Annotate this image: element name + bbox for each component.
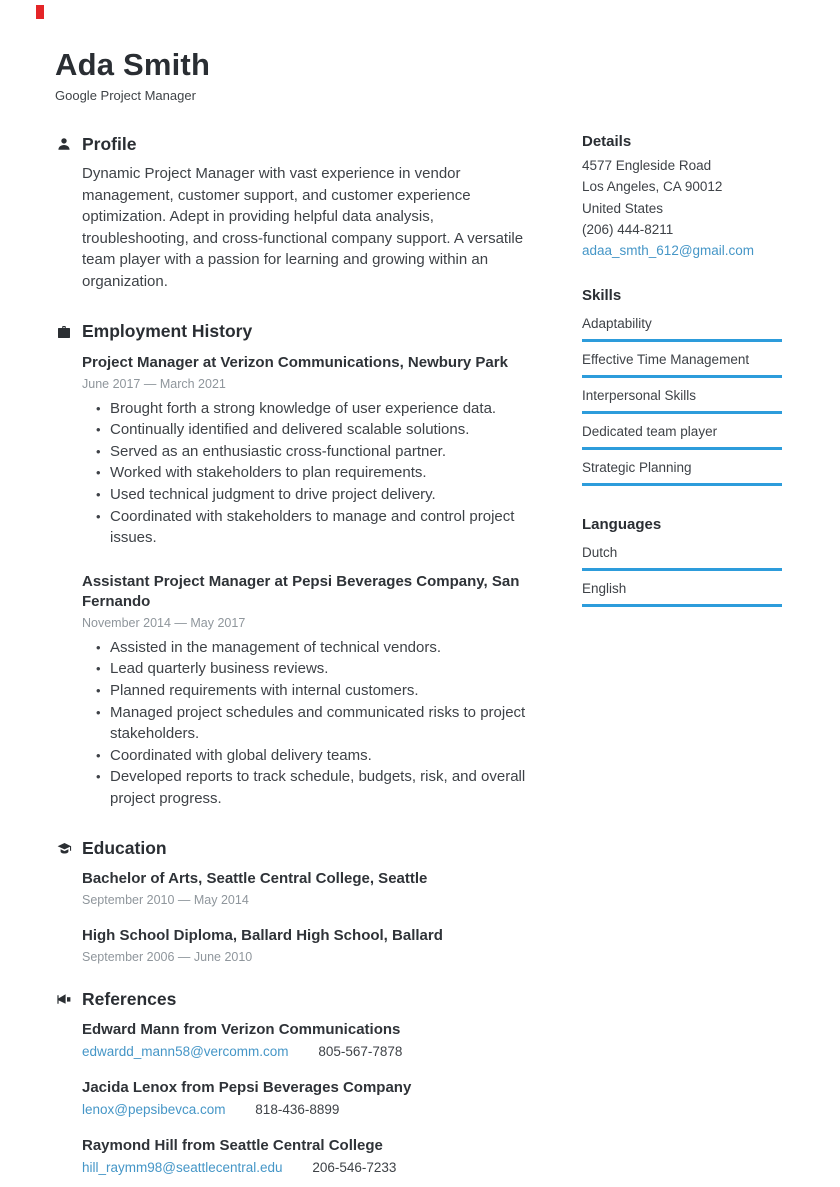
education-entry: [82, 869, 528, 907]
reference-email-link[interactable]: hill_raymm98@seattlecentral.edu: [82, 1160, 283, 1176]
reference-entry: [82, 1020, 528, 1059]
job-bullet: • Worked with stakeholders to plan requirements.: [82, 462, 528, 484]
briefcase-icon: [55, 325, 82, 339]
city-line: Los Angeles, CA 90012: [582, 179, 723, 195]
education-section: [55, 836, 528, 964]
details-block: [582, 132, 782, 261]
sidebar-column: [582, 132, 782, 1175]
graduation-cap-icon: [55, 842, 82, 855]
skill-level-bar: [582, 375, 782, 378]
language-label: Dutch: [582, 545, 618, 561]
job-dates: June 2017 — March 2021: [82, 376, 226, 391]
job-bullet: • Lead quarterly business reviews.: [82, 658, 528, 680]
skill-item: [582, 423, 782, 450]
references-section: [55, 987, 528, 1175]
candidate-name: Ada Smith: [55, 47, 211, 82]
skill-item: [582, 315, 782, 342]
references-heading: References: [82, 988, 177, 1009]
job-bullet: • Planned requirements with internal customers.: [82, 680, 528, 702]
job-entry: [82, 353, 528, 549]
skill-level-bar: [582, 447, 782, 450]
skill-item: [582, 351, 782, 378]
language-item: [582, 544, 782, 571]
job-bullet: • Coordinated with stakeholders to manage and control project issues.: [82, 506, 528, 549]
job-bullet-list: [82, 637, 528, 810]
job-title: Assistant Project Manager at Pepsi Beverages Company, San Fernando: [82, 572, 520, 610]
skill-level-bar: [582, 339, 782, 342]
megaphone-icon: [55, 993, 82, 1006]
education-dates: September 2010 — May 2014: [82, 893, 249, 908]
education-title: High School Diploma, Ballard High School, Ballard: [82, 927, 443, 945]
job-bullet: • Brought forth a strong knowledge of user experience data.: [82, 398, 528, 420]
person-icon: [55, 137, 82, 151]
reference-name: Raymond Hill from Seattle Central College: [82, 1137, 383, 1155]
details-heading: Details: [582, 133, 632, 150]
profile-text: Dynamic Project Manager with vast experience in vendor management, customer support, and customer experience optimization. Adept in providing helpful data analysis, troubleshooting, and cross-functional company support. A versatile team player with a passion for learning and growing within an organization.: [82, 165, 524, 290]
employment-heading: Employment History: [82, 321, 253, 342]
job-dates: November 2014 — May 2017: [82, 615, 246, 630]
languages-heading: Languages: [582, 516, 662, 534]
job-entry: [82, 572, 528, 810]
employment-section: [55, 320, 528, 810]
reference-entry: [82, 1078, 528, 1117]
skill-item: [582, 459, 782, 486]
language-label: English: [582, 581, 627, 597]
skill-label: Adaptability: [582, 316, 652, 332]
reference-entry: [82, 1136, 528, 1175]
language-level-bar: [582, 604, 782, 607]
reference-phone: 818-436-8899: [255, 1102, 340, 1118]
email-link[interactable]: adaa_smth_612@gmail.com: [582, 243, 755, 259]
job-bullet: • Continually identified and delivered scalable solutions.: [82, 419, 528, 441]
job-bullet: • Coordinated with global delivery teams.: [82, 745, 528, 767]
languages-block: [582, 515, 782, 607]
resume-header: [55, 46, 785, 103]
skills-block: [582, 286, 782, 486]
skill-label: Effective Time Management: [582, 352, 750, 368]
education-heading: Education: [82, 837, 167, 858]
profile-section: [55, 132, 528, 293]
job-title: Project Manager at Verizon Communications, Newbury Park: [82, 353, 508, 371]
address-line: 4577 Engleside Road: [582, 158, 712, 173]
main-column: [55, 132, 528, 1175]
reference-phone: 206-546-7233: [312, 1160, 397, 1176]
skill-level-bar: [582, 483, 782, 486]
candidate-job-title: Google Project Manager: [55, 88, 196, 103]
skill-item: [582, 387, 782, 414]
education-entry: [82, 926, 528, 964]
education-title: Bachelor of Arts, Seattle Central College, Seattle: [82, 870, 428, 888]
job-bullet: • Used technical judgment to drive project delivery.: [82, 484, 528, 506]
skill-label: Strategic Planning: [582, 460, 692, 476]
reference-email-link[interactable]: edwardd_mann58@vercomm.com: [82, 1044, 289, 1060]
language-level-bar: [582, 568, 782, 571]
skill-level-bar: [582, 411, 782, 414]
education-dates: September 2006 — June 2010: [82, 950, 253, 965]
language-item: [582, 580, 782, 607]
reference-email-link[interactable]: lenox@pepsibevca.com: [82, 1102, 226, 1118]
job-bullet: • Developed reports to track schedule, budgets, risk, and overall project progress.: [82, 766, 528, 809]
resume-page: [55, 46, 785, 1175]
phone-line: (206) 444-8211: [582, 221, 674, 237]
job-bullet: • Served as an enthusiastic cross-functional partner.: [82, 441, 528, 463]
reference-name: Edward Mann from Verizon Communications: [82, 1021, 401, 1039]
profile-heading: Profile: [82, 133, 137, 154]
reference-name: Jacida Lenox from Pepsi Beverages Company: [82, 1079, 412, 1097]
skill-label: Dedicated team player: [582, 424, 718, 440]
country-line: United States: [582, 200, 664, 216]
job-bullet: • Assisted in the management of technical vendors.: [82, 637, 528, 659]
skill-label: Interpersonal Skills: [582, 388, 697, 404]
job-bullet-list: [82, 398, 528, 549]
red-corner-mark: [36, 5, 44, 19]
reference-phone: 805-567-7878: [318, 1044, 403, 1060]
skills-heading: Skills: [582, 287, 622, 305]
job-bullet: • Managed project schedules and communicated risks to project stakeholders.: [82, 702, 528, 745]
